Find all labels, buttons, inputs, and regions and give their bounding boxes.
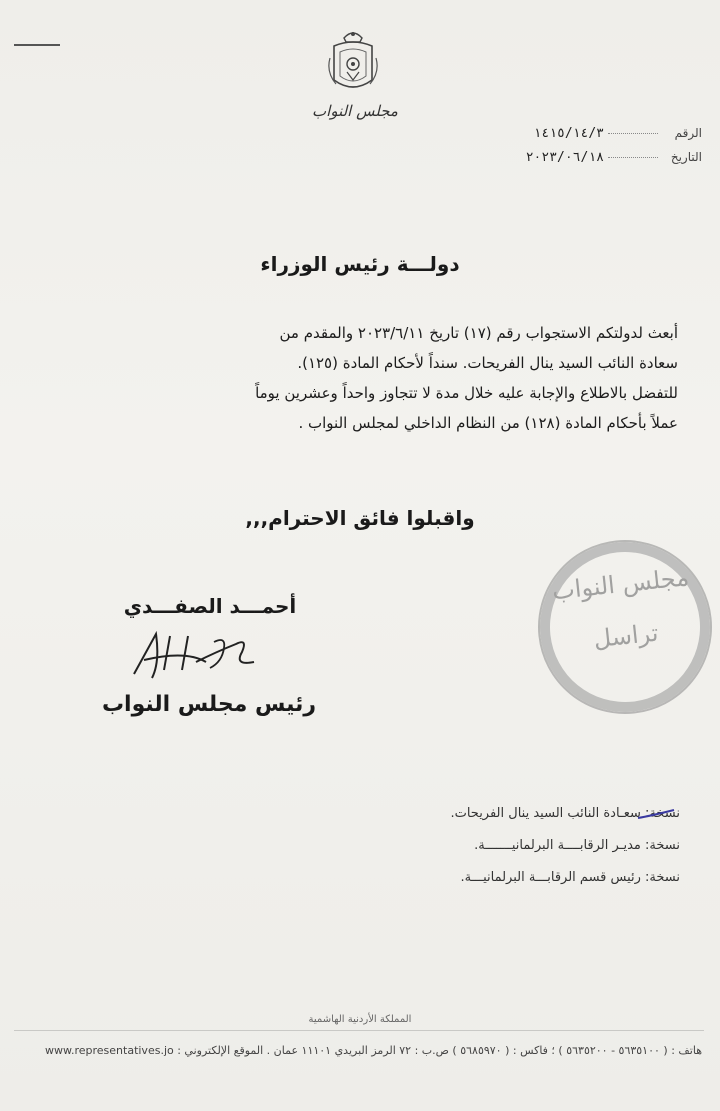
fold-mark [14, 44, 60, 46]
letter-date-value: ٢٠٢٣/٠٦/١٨ [525, 150, 604, 165]
body-line-1: أبعث لدولتكم الاستجواب رقم (١٧) تاريخ ٢٠٢٣/٦/١١ والمقدم من [279, 324, 678, 342]
body-line-4: عملاً بأحكام المادة (١٢٨) من النظام الداخلي لمجلس النواب . [298, 414, 678, 432]
copy-line-1: نسخة: سعـادة النائب السيد ينال الفريحات. [450, 806, 680, 821]
stamp-line-1: مجلس النواب [550, 563, 691, 606]
letter-body [38, 318, 678, 438]
letter-date-row [502, 150, 702, 165]
check-mark-icon [636, 808, 676, 820]
signer-name: أحمـــد الصفـــدي [123, 594, 297, 618]
reference-number-row [502, 126, 702, 141]
dotted-leader [608, 133, 658, 134]
body-line-2: سعادة النائب السيد ينال الفريحات. سنداً لأحكام المادة (١٢٥). [297, 354, 678, 372]
institution-name: مجلس النواب [312, 102, 398, 120]
reference-number-label: الرقم [674, 126, 702, 140]
office-stamp [529, 531, 720, 722]
letter-date-label: التاريخ [670, 150, 702, 164]
footer-kingdom: المملكة الأردنية الهاشمية [308, 1014, 412, 1025]
recipient-heading: دولـــة رئيس الوزراء [260, 252, 460, 276]
dotted-leader [608, 157, 658, 158]
copy-line-3: نسخة: رئيس قسم الرقابـــة البرلمانيـــة. [460, 870, 680, 885]
body-line-3: للتفضل بالاطلاع والإجابة عليه خلال مدة لا تتجاوز واحداً وعشرين يوماً [255, 384, 678, 402]
footer-divider [14, 1030, 704, 1031]
reference-number-value: ١٤١٥/١٤/٣ [533, 126, 604, 141]
coat-of-arms-icon [326, 28, 380, 98]
footer-contact: هاتف : ( ٥٦٣٥١٠٠ - ٥٦٣٥٢٠٠ ) ؛ فاكس : ( ٥٦٨٥٩٧٠ ) ص.ب : ٧٢ الرمز البريدي ١١١٠١ عمان . الموقع الإلكتروني : www.representatives.jo [44, 1044, 702, 1057]
copy-line-2: نسخة: مديـر الرقابــــة البرلمانيـــــــة. [474, 838, 680, 853]
handwritten-signature [126, 622, 276, 682]
closing-salutation: واقبلوا فائق الاحترام,,, [245, 506, 475, 530]
signer-title: رئيس مجلس النواب [101, 692, 317, 717]
stamp-line-2: تراسل [592, 618, 660, 654]
